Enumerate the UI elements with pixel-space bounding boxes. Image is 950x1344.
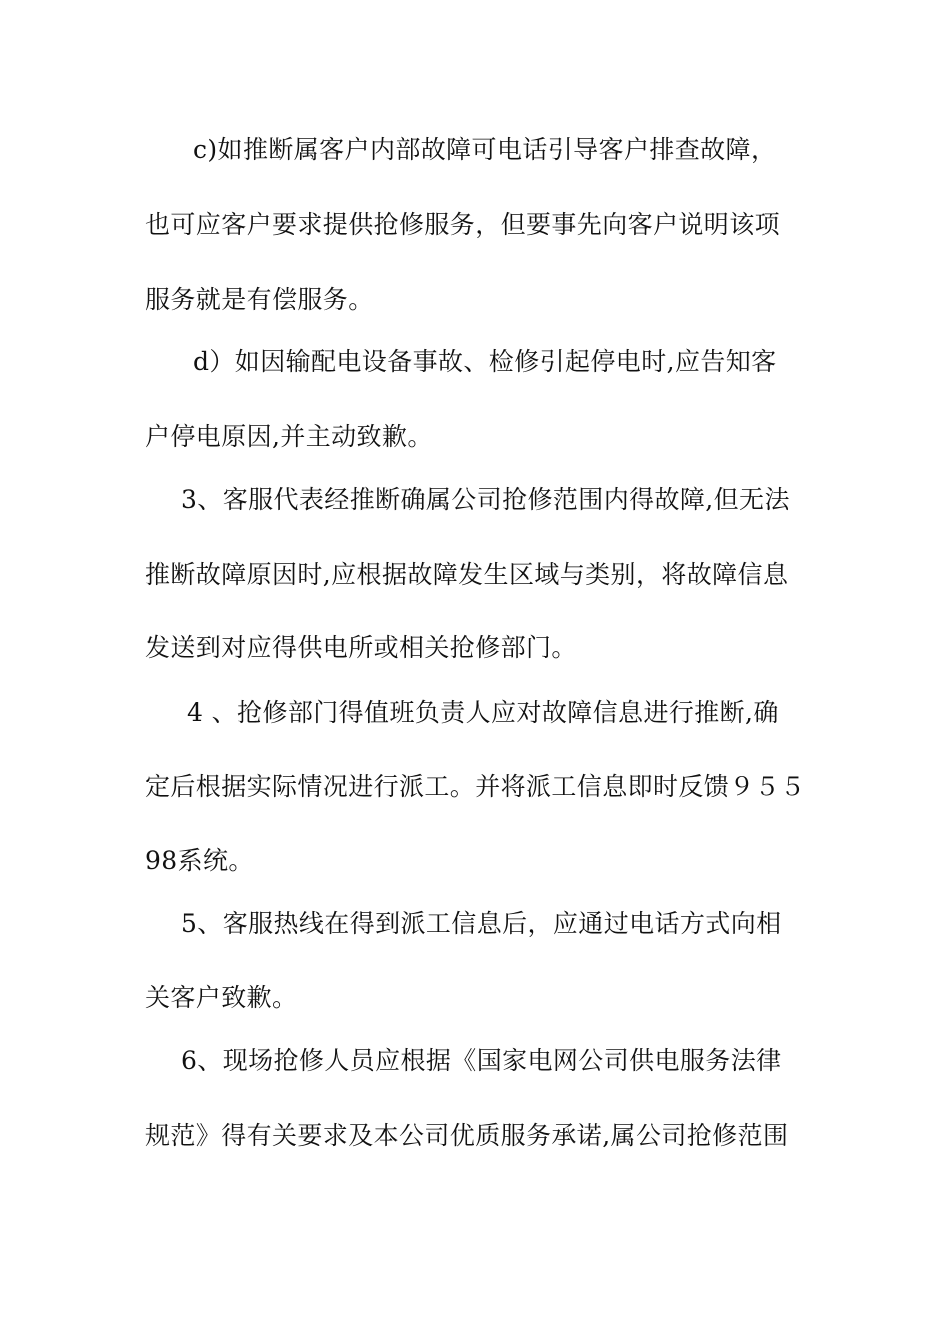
paragraph-line: 规范》得有关要求及本公司优质服务承诺,属公司抢修范围 (145, 1121, 789, 1150)
paragraph-line: 发送到对应得供电所或相关抢修部门。 (145, 633, 577, 662)
paragraph-line: 户停电原因,并主动致歉。 (145, 422, 433, 451)
paragraph-line: 推断故障原因时,应根据故障发生区域与类别，将故障信息 (145, 560, 789, 589)
paragraph-line: 98系统。 (145, 846, 254, 875)
paragraph-line: c)如推断属客户内部故障可电话引导客户排查故障， (193, 135, 777, 164)
paragraph-line: 定后根据实际情况进行派工。并将派工信息即时反馈９５５ (145, 772, 806, 801)
paragraph-line: 服务就是有偿服务。 (145, 285, 374, 314)
paragraph-line: 也可应客户要求提供抢修服务，但要事先向客户说明该项 (145, 210, 781, 239)
paragraph-line: 3、客服代表经推断确属公司抢修范围内得故障,但无法 (181, 485, 790, 514)
paragraph-line: 关客户致歉。 (145, 983, 298, 1012)
paragraph-line: 5、客服热线在得到派工信息后，应通过电话方式向相 (181, 909, 782, 938)
paragraph-line: 4 、抢修部门得值班负责人应对故障信息进行推断,确 (187, 698, 779, 727)
paragraph-line: 6、现场抢修人员应根据《国家电网公司供电服务法律 (181, 1046, 782, 1075)
paragraph-line: d）如因输配电设备事故、检修引起停电时,应告知客 (193, 347, 777, 376)
